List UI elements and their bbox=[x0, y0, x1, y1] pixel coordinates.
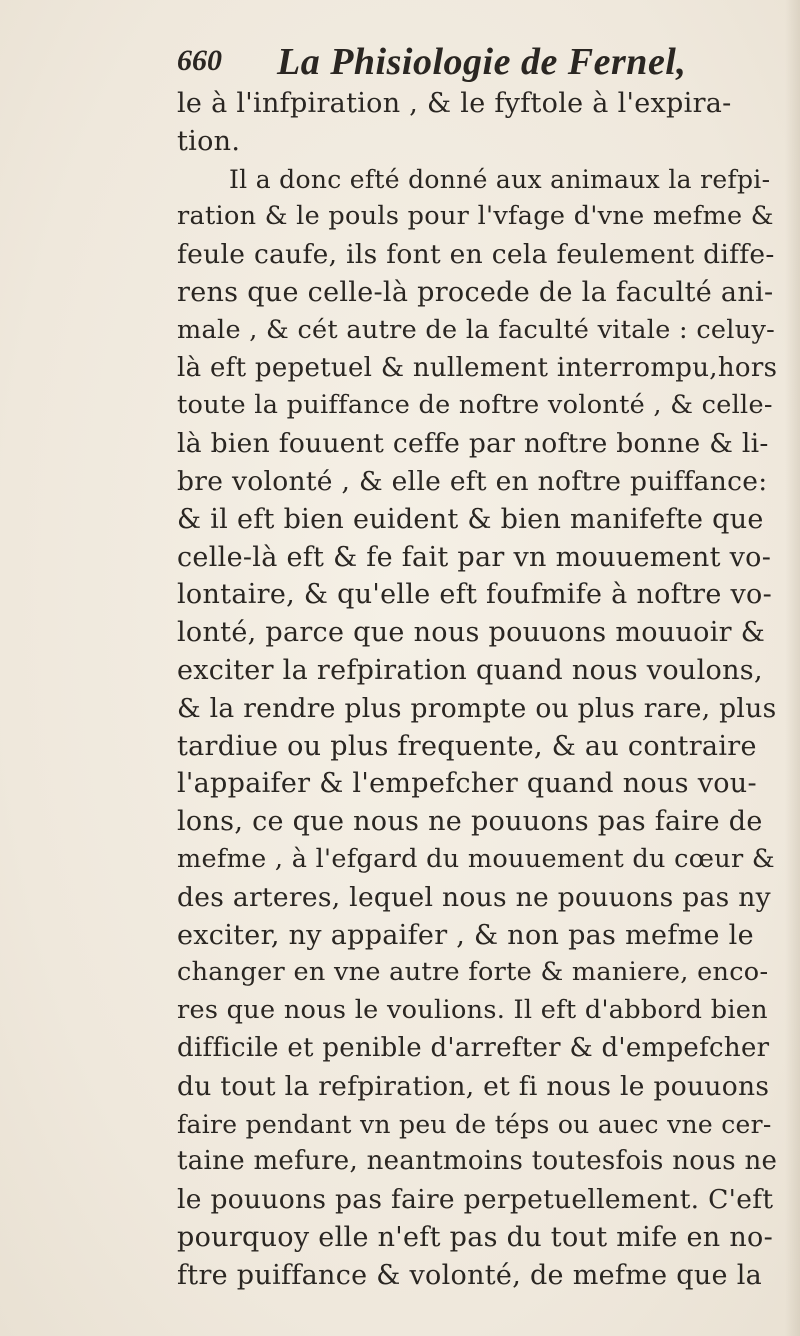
text-line: lontaire, & qu'elle eft foufmife à noftre vo- bbox=[177, 579, 773, 611]
text-line: lons, ce que nous ne pouuons pas faire de bbox=[177, 806, 763, 838]
text-line: & la rendre plus prompte ou plus rare, plus bbox=[177, 692, 777, 724]
text-line: lonté, parce que nous pouuons mouuoir & bbox=[177, 617, 766, 649]
body-text bbox=[177, 85, 777, 1295]
text-line: pourquoy elle n'eft pas du tout mife en no- bbox=[177, 1221, 774, 1253]
text-line: le à l'infpiration , & le fyftole à l'expira- bbox=[177, 88, 732, 119]
page-number: 660 bbox=[177, 44, 222, 77]
text-line: le pouuons pas faire perpetuellement. C'eft bbox=[177, 1184, 774, 1216]
text-line: Il a donc efté donné aux animaux la refpi- bbox=[229, 164, 771, 194]
text-line: res que nous le voulions. Il eft d'abbord bien bbox=[177, 995, 768, 1026]
text-line: l'appaifer & l'empefcher quand nous vou- bbox=[177, 768, 757, 800]
text-line: toute la puiffance de noftre volonté , & celle- bbox=[177, 390, 773, 421]
text-line: tardiue ou plus frequente, & au contraire bbox=[177, 730, 757, 762]
text-line: taine mefure, neantmoins toutesfois nous ne bbox=[177, 1146, 778, 1177]
text-line: bre volonté , & elle eft en noftre puiffance: bbox=[177, 465, 768, 497]
text-line: exciter la refpiration quand nous voulons, bbox=[177, 654, 763, 686]
text-line: ftre puiffance & volonté, de mefme que la bbox=[177, 1259, 763, 1291]
text-line: celle-là eft & fe fait par vn mouuement vo- bbox=[177, 541, 772, 573]
text-line: là bien fouuent ceffe par noftre bonne & li- bbox=[177, 428, 769, 460]
text-line: mefme , à l'efgard du mouuement du cœur & bbox=[177, 843, 775, 874]
text-line: là eft pepetuel & nullement interrompu,hors bbox=[177, 352, 778, 383]
text-line: des arteres, lequel nous ne pouuons pas ny bbox=[177, 881, 771, 913]
text-line: difficile et penible d'arrefter & d'empefcher bbox=[177, 1032, 770, 1063]
text-line: exciter, ny appaifer , & non pas mefme le bbox=[177, 919, 754, 951]
text-line: ration & le pouls pour l'vfage d'vne mefme & bbox=[177, 201, 774, 232]
running-title: La Phisiologie de Fernel, bbox=[277, 41, 687, 83]
page-edge-shadow bbox=[785, 0, 800, 1336]
text-line: du tout la refpiration, et fi nous le pouuons bbox=[177, 1070, 770, 1102]
text-line: feule caufe, ils font en cela feulement diffe- bbox=[177, 239, 775, 271]
text-line: faire pendant vn peu de téps ou auec vne cer- bbox=[177, 1109, 772, 1139]
text-line: changer en vne autre forte & maniere, enco- bbox=[177, 957, 769, 988]
text-line: tion. bbox=[177, 125, 241, 157]
text-line: & il eft bien euident & bien manifefte que bbox=[177, 503, 764, 535]
text-line: male , & cét autre de la faculté vitale : celuy- bbox=[177, 314, 776, 345]
text-line: rens que celle-là procede de la faculté ani- bbox=[177, 276, 774, 308]
